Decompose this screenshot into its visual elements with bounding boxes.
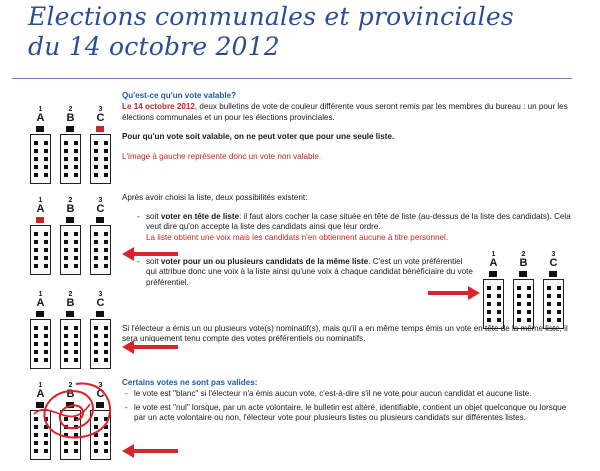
ballot-list-number: 1	[38, 382, 43, 389]
section-invalid-votes	[122, 378, 574, 424]
bullet-list-vote: - soit voter en tête de liste: il faut alors cocher la case située en tête de liste (au-dessus de la liste des candidats). Cela veut dire qu'on accepte la liste des candidats ainsi que leur ordre. La liste obtient une voix mais les candidats n'en obtiennent aucune à titre personnel.	[146, 212, 574, 243]
ballot-list-letter: A	[36, 203, 45, 215]
ballot-head-box	[96, 126, 104, 132]
ballot-list-number: 2	[68, 291, 73, 298]
page-title	[28, 2, 588, 62]
ballot-head-box	[489, 271, 497, 277]
ballot-head-box	[96, 311, 104, 317]
ballot-list-number: 1	[491, 251, 496, 258]
ballot-list-letter: B	[66, 297, 75, 309]
ballot-list-number: 2	[68, 382, 73, 389]
ballot-candidate-list	[90, 319, 111, 369]
ballot-list-number: 2	[68, 197, 73, 204]
bullet-blank-vote: - le vote est "blanc" si l'électeur n'a émis aucun vote, c'est-à-dire s'il ne vote pour aucun candidat et aucune liste.	[134, 389, 574, 399]
title-line-2: du 14 octobre 2012	[28, 32, 280, 61]
arrow-left-3	[122, 444, 178, 458]
ballot-list-number: 3	[551, 251, 556, 258]
option-preferential-vote	[134, 257, 474, 288]
option-list-vote	[134, 212, 574, 243]
ballot-candidate-list	[30, 134, 51, 184]
ballot-list-letter: B	[66, 203, 75, 215]
ballot-list-letter: C	[96, 297, 105, 309]
ballot-list-number: 3	[98, 197, 103, 204]
bullet-null-vote: - le vote est "nul" lorsque, par un acte volontaire, le bulletin est altéré, identifiable, contient un objet quelconque ou lorsque par un acte volontaire ou non, l'électeur vote pour plusieurs listes ou plusieurs candidats sur différentes listes.	[134, 403, 574, 424]
ballot-list-number: 1	[38, 291, 43, 298]
ballot-candidate-list	[483, 279, 504, 329]
ballot-candidate-list	[30, 319, 51, 369]
ballot-list-letter: B	[66, 112, 75, 124]
paragraph-one-list: Pour qu'un vote soit valable, on ne peut voter que pour une seule liste.	[122, 132, 395, 142]
ballot-candidate-list	[90, 134, 111, 184]
paragraph-mixed-vote: Si l'électeur a émis un ou plusieurs vote(s) nominatif(s), mais qu'il a en même temps émis un vote en tête de la même liste, il sera uniquement tenu compte des votes préférentiels ou nominatifs.	[122, 324, 568, 344]
ballot-list-number: 1	[38, 106, 43, 113]
ballot-list-number: 3	[98, 291, 103, 298]
list-vote-note: La liste obtient une voix mais les candidats n'en obtiennent aucune à titre personnel.	[146, 232, 449, 242]
ballot-candidate-list	[60, 134, 81, 184]
ballot-head-box	[549, 271, 557, 277]
title-line-1: Elections communales et provinciales	[28, 2, 514, 31]
ballot-list-number: 2	[68, 106, 73, 113]
ballot-head-box	[36, 126, 44, 132]
ballot-list-letter: C	[96, 112, 105, 124]
section-two-options	[122, 193, 574, 203]
ballot-list-letter: A	[36, 112, 45, 124]
ballot-candidate-list	[60, 319, 81, 369]
title-divider	[12, 78, 572, 79]
ballot-list-letter: A	[36, 297, 45, 309]
paragraph-two-options: Après avoir choisi la liste, deux possibilités existent:	[122, 193, 308, 202]
ballot-list-number: 2	[521, 251, 526, 258]
ballot-candidate-list	[90, 225, 111, 275]
ballot-list-letter: C	[96, 203, 105, 215]
option-preferential-bullets	[134, 257, 474, 288]
ballot-list-number: 3	[98, 106, 103, 113]
ballot-head-box	[36, 217, 44, 223]
paragraph-ballots: Le 14 octobre 2012, deux bulletins de vote de couleur différente vous seront remis par les membres du bureau : un pour les élections communales et un pour les élections provinciales.	[122, 102, 568, 122]
ballot-list-letter: A	[489, 257, 498, 269]
ballot-candidate-list	[543, 279, 564, 329]
paragraph-invalid-image: L'image à gauche représente donc un vote non valable.	[122, 151, 322, 161]
ballot-candidate-list	[60, 225, 81, 275]
ballot-head-box	[96, 217, 104, 223]
option-list-vote-bullets	[134, 212, 574, 243]
ballot-list-letter: B	[66, 388, 75, 400]
date-highlight: Le 14 octobre 2012	[122, 102, 195, 112]
ballot-list-letter: C	[549, 257, 558, 269]
ballot-list-letter: B	[519, 257, 528, 269]
ballot-head-box	[66, 217, 74, 223]
ballot-head-box	[36, 311, 44, 317]
invalid-votes-list	[122, 389, 574, 423]
section-valid-vote	[122, 91, 574, 162]
bullet-preferential-vote: - soit voter pour un ou plusieurs candidats de la même liste. C'est un vote préférentiel qui attribue donc une voix à la liste ainsi qu'une voix à chaque candidat bénéficiaire du vote préférentiel.	[146, 257, 474, 288]
ballot-list-letter: A	[36, 388, 45, 400]
ballot-head-box	[66, 311, 74, 317]
ballot-head-box	[66, 126, 74, 132]
ballot-list-number: 3	[98, 382, 103, 389]
section-heading-invalid-votes: Certains votes ne sont pas valides:	[122, 378, 258, 387]
ballot-list-number: 1	[38, 197, 43, 204]
ballot-candidate-list	[513, 279, 534, 329]
section-heading-valid-vote: Qu'est-ce qu'un vote valable?	[122, 91, 237, 100]
section-mixed-vote	[122, 324, 574, 345]
ballot-candidate-list	[30, 225, 51, 275]
void-scribble-mark	[30, 374, 122, 454]
ballot-list-letter: C	[96, 388, 105, 400]
ballot-head-box	[519, 271, 527, 277]
